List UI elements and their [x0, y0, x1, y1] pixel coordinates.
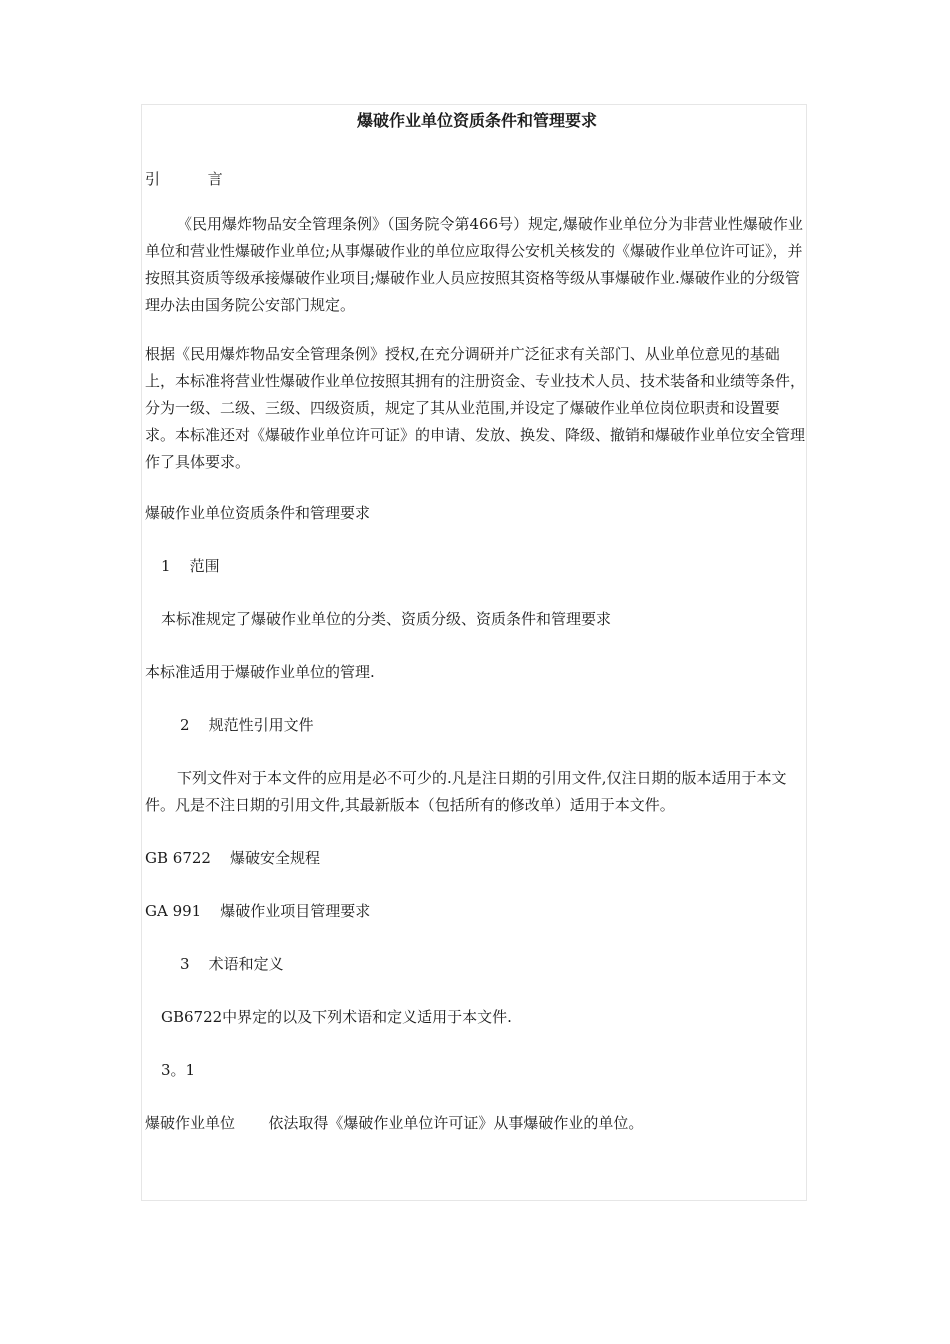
intro-paragraph-2: 根据《民用爆炸物品安全管理条例》授权,在充分调研并广泛征求有关部门、从业单位意见的基础上，本标准将营业性爆破作业单位按照其拥有的注册资金、专业技术人员、技术装备和业绩等条件，分为一级、二级、三级、四级资质，规定了其从业范围,并设定了爆破作业单位岗位职责和设置要求。本标准还对《爆破作业单位许可证》的申请、发放、换发、降级、撤销和爆破作业单位安全管理作了具体要求。: [145, 345, 806, 471]
reference-gb6722: GB 6722 爆破安全规程: [145, 849, 321, 867]
section-1-heading: 1 范围: [161, 557, 220, 575]
section-3-paragraph-1: GB6722中界定的以及下列术语和定义适用于本文件.: [161, 1008, 512, 1026]
section-2-paragraph-1: 下列文件对于本文件的应用是必不可少的.凡是注日期的引用文件,仅注日期的版本适用于本文件。凡是不注日期的引用文件,其最新版本（包括所有的修改单）适用于本文件。: [145, 769, 787, 814]
section-1-paragraph-2: 本标准适用于爆破作业单位的管理.: [145, 663, 375, 681]
document-subtitle: 爆破作业单位资质条件和管理要求: [145, 504, 371, 522]
intro-heading: 引 言: [145, 170, 223, 188]
document-title: 爆破作业单位资质条件和管理要求: [356, 111, 597, 130]
section-2-heading: 2 规范性引用文件: [180, 716, 314, 734]
reference-ga991: GA 991 爆破作业项目管理要求: [145, 902, 371, 920]
document-body: [145, 108, 809, 1137]
section-1-paragraph-1: 本标准规定了爆破作业单位的分类、资质分级、资质条件和管理要求: [161, 610, 612, 628]
term-definition-1: 爆破作业单位 依法取得《爆破作业单位许可证》从事爆破作业的单位。: [145, 1114, 644, 1132]
intro-paragraph-1: 《民用爆炸物品安全管理条例》（国务院令第466号）规定,爆破作业单位分为非营业性爆破作业单位和营业性爆破作业单位;从事爆破作业的单位应取得公安机关核发的《爆破作业单位许可证》，并按照其资质等级承接爆破作业项目;爆破作业人员应按照其资格等级从事爆破作业.爆破作业的分级管理办法由国务院公安部门规定。: [145, 215, 803, 314]
section-3-1-number: 3。1: [161, 1061, 196, 1079]
section-3-heading: 3 术语和定义: [180, 955, 284, 973]
